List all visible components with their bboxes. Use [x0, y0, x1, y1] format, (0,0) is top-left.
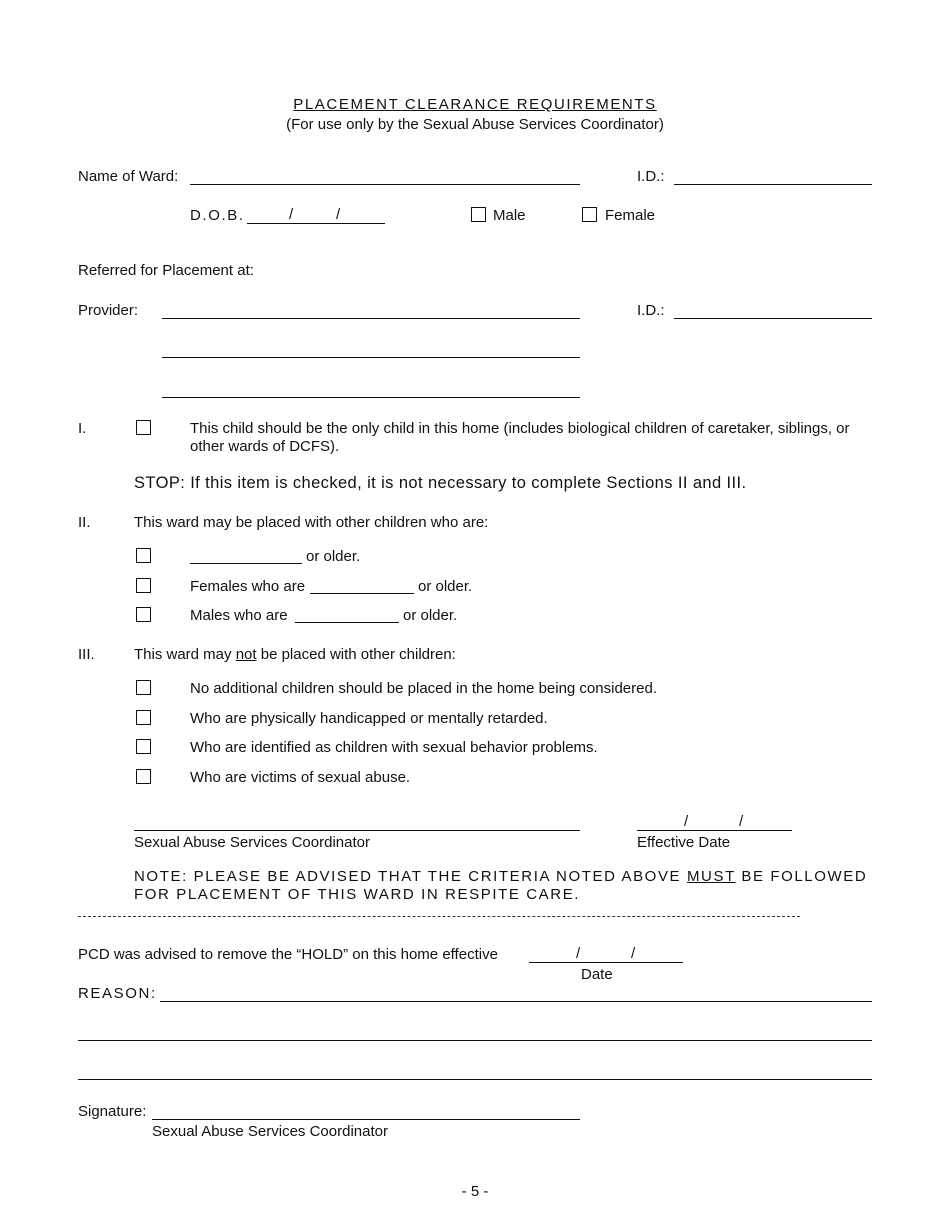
males-age-field[interactable]	[295, 622, 399, 623]
stop-notice: STOP: If this item is checked, it is not necessary to complete Sections II and III.	[134, 474, 747, 492]
or-older-label: or older.	[403, 607, 458, 624]
behavior-problems-checkbox[interactable]	[136, 739, 151, 754]
handicapped-checkbox[interactable]	[136, 710, 151, 725]
females-age-field[interactable]	[310, 593, 414, 594]
date-separator: /	[739, 813, 744, 830]
reason-label: REASON:	[78, 985, 157, 1002]
only-child-text: This child should be the only child in this home (includes biological children of caretaker, siblings, or other wards of DCFS).	[190, 420, 850, 455]
female-checkbox[interactable]	[582, 207, 597, 222]
ward-id-label: I.D.:	[637, 168, 665, 185]
reason-field[interactable]	[160, 1001, 872, 1002]
section-1-numeral: I.	[78, 420, 87, 437]
note-must: MUST	[686, 868, 736, 885]
no-additional-children-checkbox[interactable]	[136, 680, 151, 695]
provider-label: Provider:	[78, 302, 139, 319]
dob-label: D.O.B.	[190, 207, 245, 224]
male-label: Male	[493, 207, 526, 224]
or-older-label: or older.	[306, 548, 361, 565]
dob-separator: /	[289, 206, 294, 223]
restriction-item: Who are physically handicapped or mentally retarded.	[190, 710, 548, 727]
age-any-field[interactable]	[190, 563, 302, 564]
age-any-checkbox[interactable]	[136, 548, 151, 563]
coordinator-label: Sexual Abuse Services Coordinator	[134, 834, 370, 851]
signature-label: Signature:	[78, 1103, 147, 1120]
section-3-numeral: III.	[78, 646, 95, 663]
section-3-heading-post: be placed with other children:	[260, 646, 456, 663]
hold-date-field[interactable]	[529, 962, 683, 963]
section-divider	[78, 916, 800, 917]
hold-date-label: Date	[581, 966, 613, 983]
form-title: PLACEMENT CLEARANCE REQUIREMENTS	[293, 96, 657, 113]
females-checkbox[interactable]	[136, 578, 151, 593]
ward-id-field[interactable]	[674, 184, 872, 185]
hold-text: PCD was advised to remove the “HOLD” on this home effective	[78, 946, 498, 963]
referred-heading: Referred for Placement at:	[78, 262, 254, 279]
note-line-2: FOR PLACEMENT OF THIS WARD IN RESPITE CARE.	[134, 886, 581, 903]
effective-date-label: Effective Date	[637, 834, 731, 851]
victims-checkbox[interactable]	[136, 769, 151, 784]
page-number: - 5 -	[461, 1183, 489, 1200]
provider-field[interactable]	[162, 318, 580, 319]
date-separator: /	[684, 813, 689, 830]
note-text: NOTE: PLEASE BE ADVISED THAT THE CRITERIA NOTED ABOVE	[134, 868, 682, 885]
provider-address-line[interactable]	[162, 357, 580, 358]
section-3-heading	[134, 646, 456, 664]
form-subtitle: (For use only by the Sexual Abuse Services Coordinator)	[286, 116, 664, 133]
section-2-heading: This ward may be placed with other children who are:	[134, 514, 489, 531]
note-text: BE FOLLOWED	[741, 868, 868, 885]
signature-role: Sexual Abuse Services Coordinator	[152, 1123, 388, 1140]
restriction-item: Who are identified as children with sexual behavior problems.	[190, 739, 598, 756]
provider-id-field[interactable]	[674, 318, 872, 319]
ward-name-label: Name of Ward:	[78, 168, 179, 185]
date-separator: /	[631, 945, 636, 962]
provider-id-label: I.D.:	[637, 302, 665, 319]
ward-name-field[interactable]	[190, 184, 580, 185]
section-3-heading-pre: This ward may	[134, 646, 232, 663]
reason-field-line[interactable]	[78, 1040, 872, 1041]
coordinator-signature-line[interactable]	[134, 830, 580, 831]
males-checkbox[interactable]	[136, 607, 151, 622]
dob-field[interactable]	[247, 223, 385, 224]
reason-field-line[interactable]	[78, 1079, 872, 1080]
date-separator: /	[576, 945, 581, 962]
female-label: Female	[605, 207, 656, 224]
signature-field[interactable]	[152, 1119, 580, 1120]
restriction-item: No additional children should be placed in the home being considered.	[190, 680, 657, 697]
males-label: Males who are	[190, 607, 288, 624]
note-line-1	[134, 868, 867, 886]
section-2-numeral: II.	[78, 514, 91, 531]
male-checkbox[interactable]	[471, 207, 486, 222]
provider-address-line[interactable]	[162, 397, 580, 398]
dob-separator: /	[336, 206, 341, 223]
females-label: Females who are	[190, 578, 306, 595]
restriction-item: Who are victims of sexual abuse.	[190, 769, 411, 786]
section-3-heading-not: not	[235, 646, 257, 663]
effective-date-field[interactable]	[637, 830, 792, 831]
or-older-label: or older.	[418, 578, 473, 595]
only-child-checkbox[interactable]	[136, 420, 151, 435]
